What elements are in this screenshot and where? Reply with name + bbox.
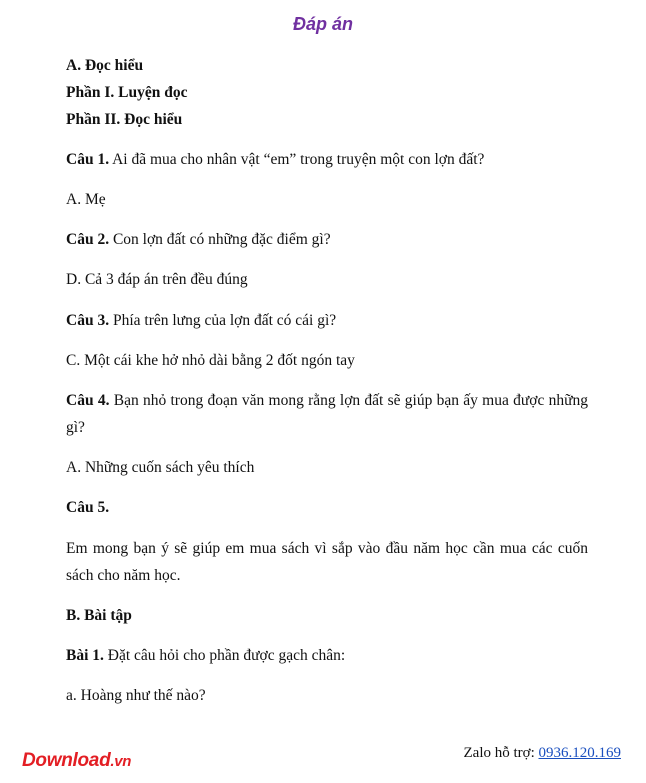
question-4 xyxy=(66,392,588,410)
question-label: Câu 1. xyxy=(66,151,110,168)
question-text: Ai đã mua cho nhân vật “em” trong truyện một con lợn đất? xyxy=(109,151,485,168)
heading-part-1: Phần I. Luyện đọc xyxy=(66,84,188,101)
question-text: Con lợn đất có những đặc điểm gì? xyxy=(109,231,331,248)
logo-tld: .vn xyxy=(110,753,132,770)
exercise-label: Bài 1. xyxy=(66,647,104,664)
exercise-1-answer-a: a. Hoàng như thế nào? xyxy=(66,687,206,704)
question-label: Câu 2. xyxy=(66,231,110,248)
question-text: Phía trên lưng của lợn đất có cái gì? xyxy=(109,312,337,329)
answer-5-line-2: sách cho năm học. xyxy=(66,567,181,584)
answer-1: A. Mẹ xyxy=(66,191,106,208)
answer-4: A. Những cuốn sách yêu thích xyxy=(66,459,255,476)
exercise-1 xyxy=(66,647,345,665)
question-5: Câu 5. xyxy=(66,499,110,516)
zalo-support xyxy=(464,745,622,762)
download-logo[interactable] xyxy=(22,750,131,772)
question-4-continued: gì? xyxy=(66,419,85,436)
support-phone-link[interactable]: 0936.120.169 xyxy=(538,745,621,761)
answer-3: C. Một cái khe hở nhỏ dài bằng 2 đốt ngón tay xyxy=(66,352,355,369)
answer-2: D. Cả 3 đáp án trên đều đúng xyxy=(66,271,248,288)
question-label: Câu 3. xyxy=(66,312,110,329)
question-label: Câu 4. xyxy=(66,392,110,409)
question-1 xyxy=(66,151,484,169)
exercise-text: Đặt câu hỏi cho phần được gạch chân: xyxy=(103,647,346,664)
heading-part-2: Phần II. Đọc hiểu xyxy=(66,111,183,128)
answer-5-line-1: Em mong bạn ý sẽ giúp em mua sách vì sắp vào đầu năm học cần mua các cuốn xyxy=(66,540,588,557)
question-2 xyxy=(66,231,331,249)
heading-exercises: B. Bài tập xyxy=(66,607,132,624)
question-3 xyxy=(66,312,336,330)
logo-main: Download xyxy=(22,750,111,771)
question-text: Bạn nhỏ trong đoạn văn mong rằng lợn đất sẽ giúp bạn ấy mua được những xyxy=(109,392,588,409)
page-title: Đáp án xyxy=(292,14,353,34)
support-label: Zalo hỗ trợ: xyxy=(463,745,539,761)
heading-reading: A. Đọc hiểu xyxy=(66,57,144,74)
